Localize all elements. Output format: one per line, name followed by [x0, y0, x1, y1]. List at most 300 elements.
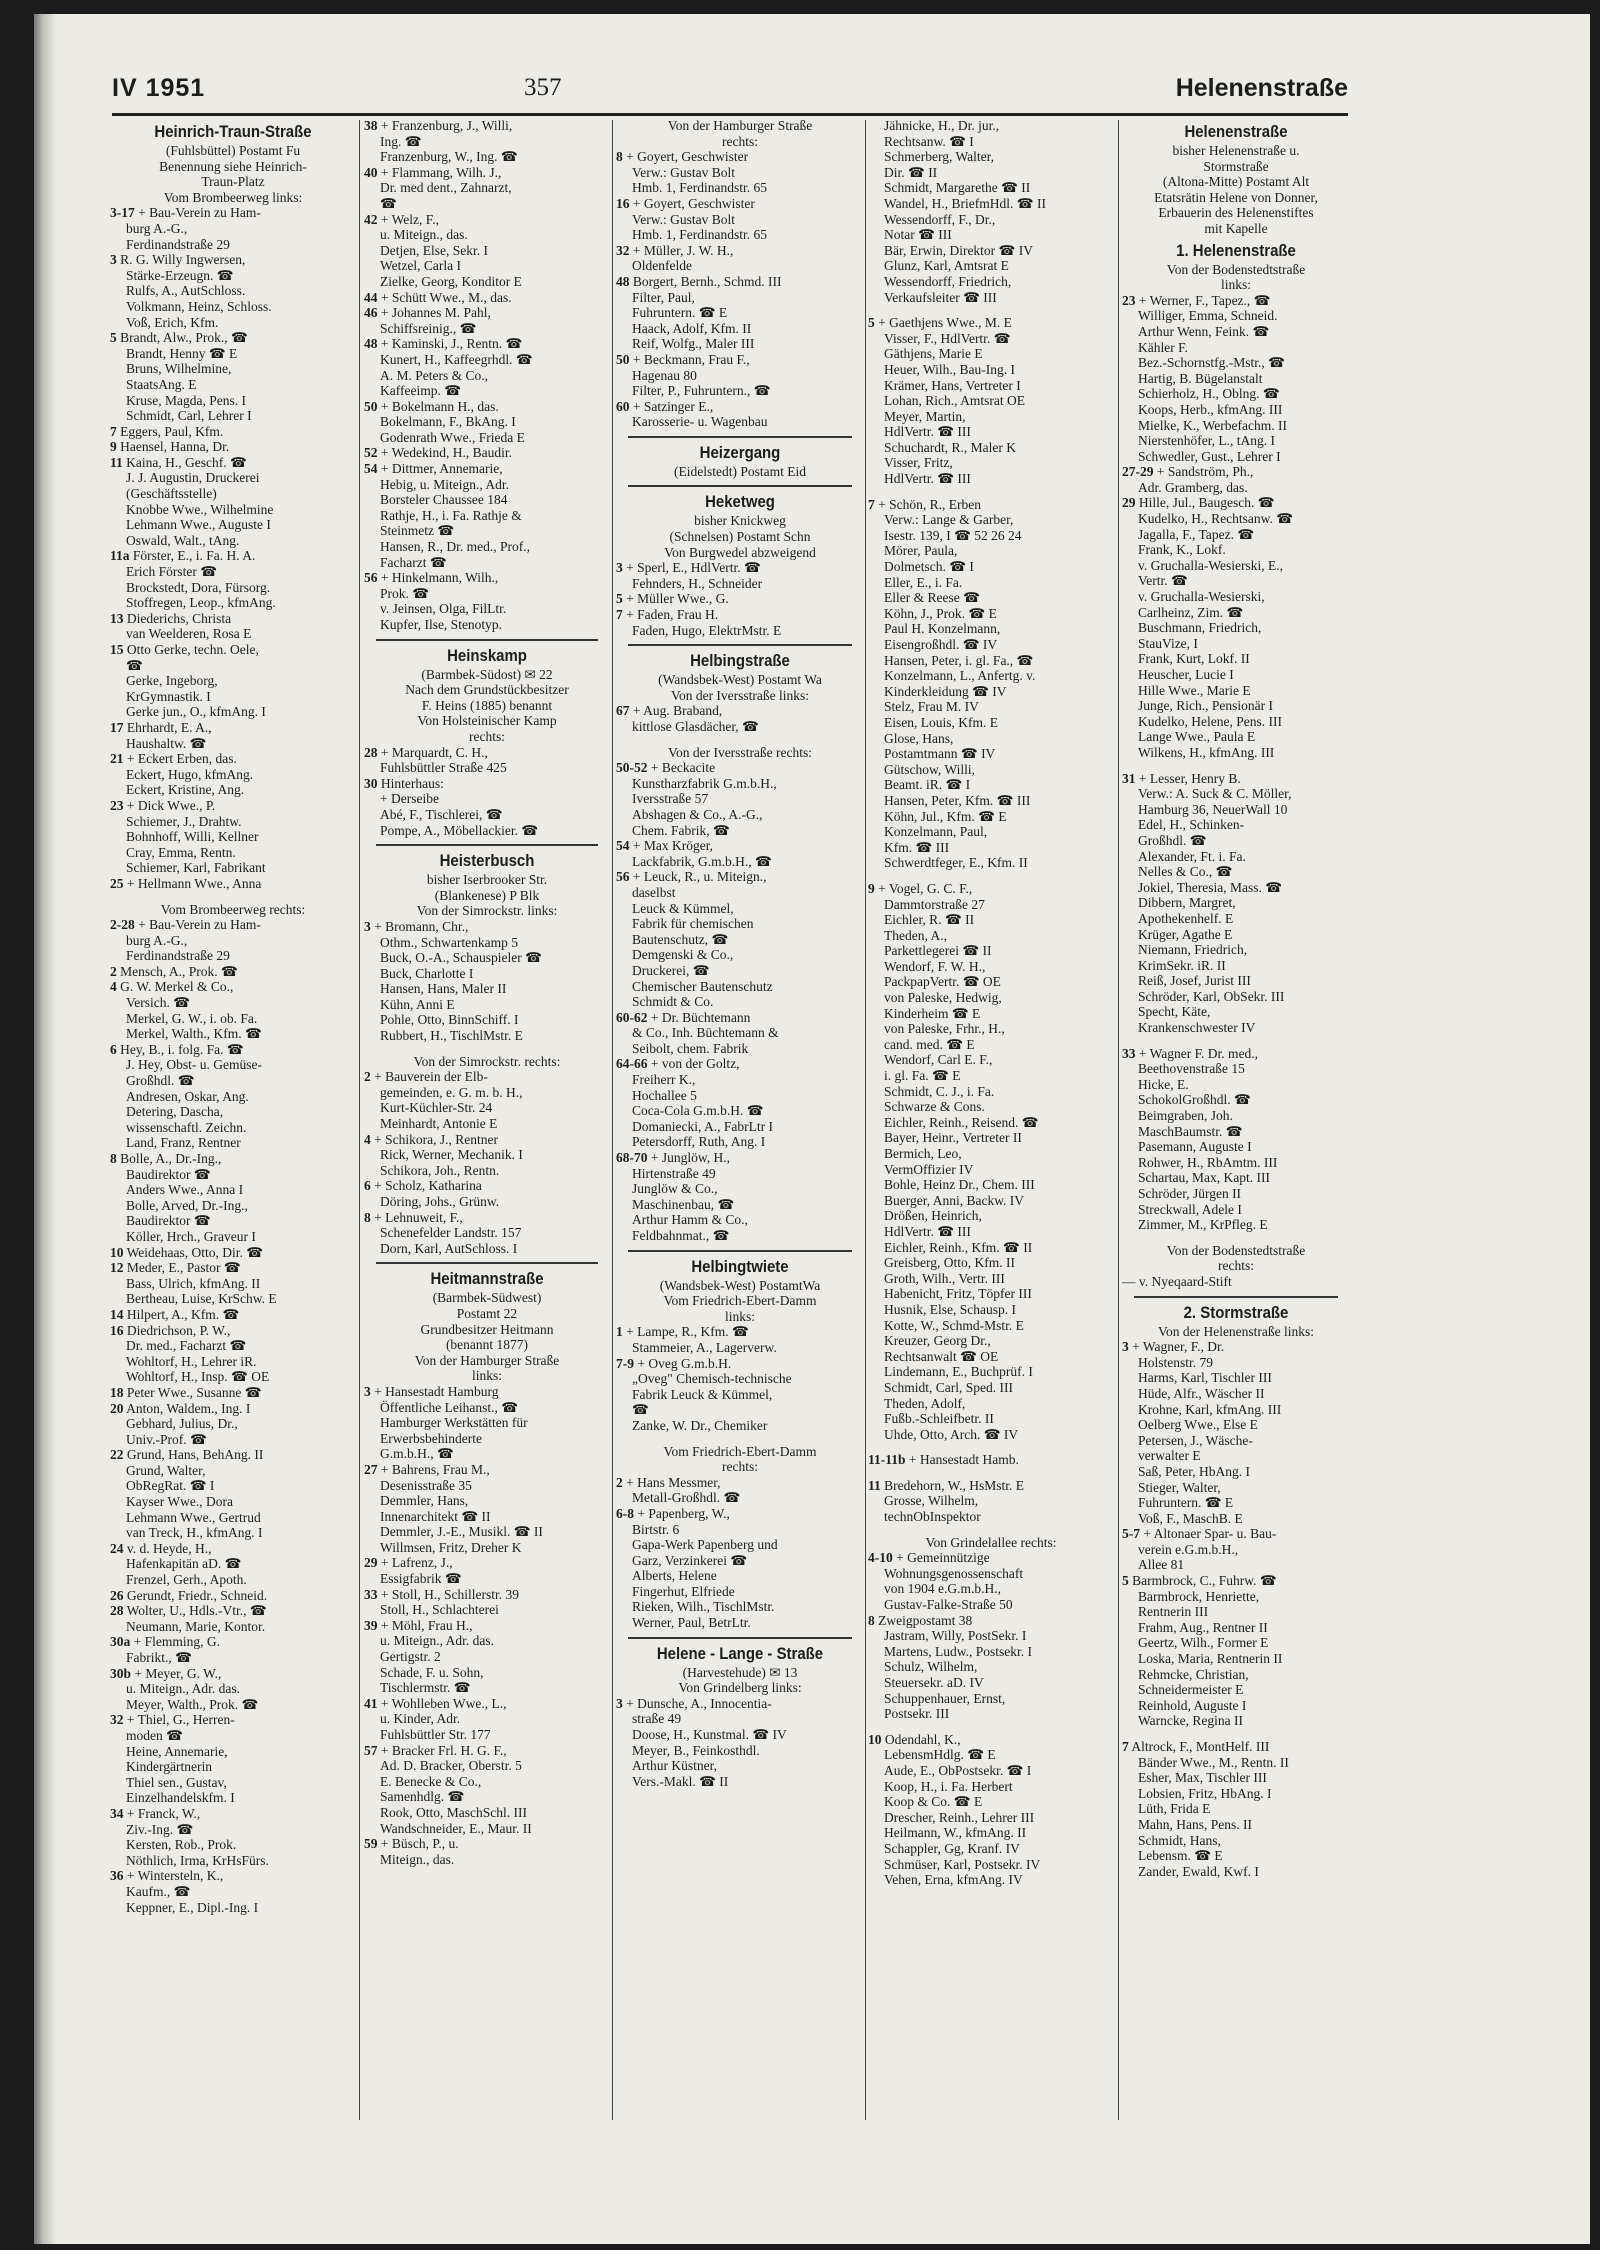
resident-entry: Frank, K., Lokf. [1138, 542, 1226, 558]
resident-entry: Schwedler, Gust., Lehrer I [1138, 448, 1281, 464]
resident-entry: Erwerbsbehinderte [380, 1430, 482, 1446]
resident-entry: Drescher, Reinh., Lehrer III [884, 1809, 1035, 1825]
resident-entry: Junge, Rich., Pensionär I [1138, 698, 1273, 714]
house-number: 4-10 [868, 1550, 893, 1566]
house-number: 3 [110, 252, 117, 268]
resident-entry: u. Miteign., das. [380, 227, 468, 243]
resident-entry: Hamburger Werkstätten für [380, 1415, 528, 1431]
resident-entry: Köhn, J., Prok. ☎ E [884, 605, 997, 621]
house-number: 3 [616, 560, 623, 576]
street-note: Benennung siehe Heinrich- [159, 158, 307, 174]
resident-entry: Dolmetsch. ☎ I [884, 559, 974, 575]
street-note: (Altona-Mitte) Postamt Alt [1162, 174, 1310, 190]
street-note: Grundbesitzer Heitmann [420, 1321, 554, 1337]
resident-entry: „Oveg" Chemisch-technische [632, 1371, 792, 1387]
column-3 [616, 118, 864, 2138]
spacer [868, 487, 1114, 497]
house-number: 28 [364, 744, 378, 760]
house-entry: 25 + Hellmann Wwe., Anna [110, 875, 262, 891]
street-note: Von der Iversstraße rechts: [667, 744, 813, 760]
resident-entry: Merkel, G. W., i. ob. Fa. [126, 1010, 258, 1026]
resident-entry: Faden, Hugo, ElektrMstr. E [632, 622, 782, 638]
street-note: (Fuhlsbüttel) Postamt Fu [165, 143, 301, 158]
resident-entry: Tischlermstr. ☎ [380, 1680, 471, 1696]
street-note: bisher Knickweg [694, 513, 786, 529]
resident-entry: Frahm, Aug., Rentner II [1138, 1619, 1268, 1635]
resident-entry: Versich. ☎ [126, 995, 191, 1011]
house-entry: 28 + Marquardt, C. H., [364, 744, 488, 760]
house-entry: 8 Bolle, A., Dr.-Ing., [110, 1151, 222, 1166]
house-number: 6-8 [616, 1505, 634, 1521]
resident-entry: ☎ [126, 657, 143, 673]
house-number: 11 [868, 1477, 881, 1493]
resident-entry: Kfm. ☎ III [884, 839, 950, 855]
house-entry: 7 Altrock, F., MontHelf. III [1122, 1739, 1270, 1754]
resident-entry: Husnik, Else, Schausp. I [884, 1301, 1016, 1317]
resident-entry: Eichler, R. ☎ II [884, 912, 975, 928]
house-number: 50 [364, 398, 378, 414]
resident-entry: Notar ☎ III [884, 227, 952, 243]
resident-entry: Apothekenhelf. E [1138, 910, 1234, 926]
resident-entry: Schierholz, H., Oblng. ☎ [1138, 386, 1280, 402]
resident-entry: Carlheinz, Zim. ☎ [1138, 604, 1244, 620]
house-number: 30b [110, 1665, 132, 1681]
resident-entry: Fabrik für chemischen [632, 916, 754, 932]
resident-entry: Hamburg 36, NeuerWall 10 [1138, 801, 1288, 817]
street-note: Von der Simrockstr. rechts: [413, 1053, 561, 1069]
house-entry: 11-11b + Hansestadt Hamb. [868, 1452, 1019, 1468]
resident-entry: Lindemann, E., Buchprüf. I [884, 1364, 1033, 1380]
resident-entry: Grosse, Wilhelm, [884, 1493, 979, 1509]
resident-entry: HdlVertr. ☎ III [884, 424, 971, 440]
resident-entry: verein e.G.m.b.H., [1138, 1541, 1239, 1557]
house-number: 22 [110, 1447, 124, 1463]
house-entry: — v. Nyeqaard-Stift [1122, 1273, 1232, 1289]
house-entry: 4 + Schikora, J., Rentner [364, 1131, 498, 1147]
resident-entry: u. Kinder, Adr. [380, 1711, 461, 1727]
house-number: 2 [110, 963, 117, 979]
header-rule [112, 113, 1348, 116]
resident-entry: Glose, Hans, [884, 730, 954, 746]
resident-entry: Koop & Co. ☎ E [884, 1794, 983, 1810]
resident-entry: van Weelderen, Rosa E [126, 626, 252, 642]
house-entry: 2 + Hans Messmer, [616, 1474, 721, 1490]
resident-entry: Rubbert, H., TischlMstr. E [380, 1028, 523, 1044]
resident-entry: Zanke, W. Dr., Chemiker [632, 1417, 768, 1433]
resident-entry: Öffentliche Leihanst., ☎ [380, 1399, 519, 1415]
house-entry: 3 + Sperl, E., HdlVertr. ☎ [616, 560, 761, 576]
resident-entry: burg A.-G., [126, 220, 188, 236]
house-entry: 30a + Flemming, G. [110, 1634, 220, 1650]
street-note: F. Heins (1885) benannt [421, 697, 553, 713]
house-number: 30 [364, 775, 378, 791]
spacer [868, 871, 1114, 881]
resident-entry: Schröder, Jürgen II [1138, 1186, 1242, 1201]
resident-entry: & Co., Inh. Büchtemann & [632, 1025, 779, 1041]
resident-entry: Kersten, Rob., Prok. [126, 1837, 237, 1853]
resident-entry: Coca-Cola G.m.b.H. ☎ [632, 1103, 764, 1119]
resident-entry: u. Miteign., Adr. das. [380, 1633, 494, 1649]
resident-entry: Hmb. 1, Ferdinandstr. 65 [632, 180, 767, 196]
house-entry: 29 + Lafrenz, J., [364, 1555, 453, 1571]
resident-entry: Schiffsreinig., ☎ [380, 320, 477, 336]
resident-entry: Karosserie- u. Wagenbau [632, 414, 768, 430]
house-entry: 68-70 + Junglöw, H., [616, 1150, 730, 1166]
street-note: Etatsrätin Helene von Donner, [1154, 189, 1318, 205]
resident-entry: Reinhold, Auguste I [1138, 1697, 1247, 1713]
house-entry: 30 Hinterhaus: [364, 775, 444, 791]
section-rule [628, 1637, 852, 1639]
resident-entry: Rehmcke, Christian, [1138, 1666, 1249, 1682]
house-number: 5 [616, 591, 623, 607]
resident-entry: Koops, Herb., kfmAng. III [1138, 401, 1283, 417]
street-heading: Helenenstraße [1184, 122, 1288, 141]
resident-entry: Jastram, Willy, PostSekr. I [884, 1628, 1027, 1644]
resident-entry: Bohnhoff, Willi, Kellner [126, 829, 259, 845]
resident-entry: Willmsen, Fritz, Dreher K [380, 1539, 522, 1555]
street-note: mit Kapelle [1204, 220, 1268, 236]
house-number: 40 [364, 164, 378, 180]
street-note: (Barmbek-Südwest) [432, 1290, 542, 1306]
house-entry: 21 + Eckert Erben, das. [110, 751, 237, 767]
resident-entry: E. Benecke & Co., [380, 1773, 482, 1789]
house-number: 8 [616, 149, 623, 165]
street-heading: Heinskamp [447, 645, 527, 665]
resident-entry: Haack, Adolf, Kfm. II [632, 320, 752, 336]
street-note: Von Burgwedel abzweigend [664, 544, 816, 560]
resident-entry: Desenisstraße 35 [380, 1477, 472, 1493]
street-note: links: [471, 1368, 502, 1384]
resident-entry: von 1904 e.G.m.b.H., [884, 1581, 1001, 1597]
resident-entry: Hafenkapitän aD. ☎ [126, 1556, 242, 1572]
section-rule [1134, 1296, 1338, 1298]
house-number: 8 [364, 1209, 371, 1225]
resident-entry: Othm., Schwartenkamp 5 [380, 934, 518, 950]
street-note: (benannt 1877) [445, 1337, 529, 1353]
house-entry: 38 + Franzenburg, J., Willi, [364, 118, 513, 133]
resident-entry: Beethovenstraße 15 [1138, 1061, 1245, 1077]
resident-entry: Saß, Peter, HbAng. I [1138, 1463, 1250, 1479]
resident-entry: von Paleske, Frhr., H., [884, 1021, 1005, 1037]
resident-entry: Verw.: Lange & Garber, [884, 512, 1014, 528]
resident-entry: Schenefelder Landstr. 157 [380, 1225, 522, 1241]
resident-entry: Frenzel, Gerh., Apoth. [126, 1572, 247, 1588]
house-entry: 39 + Möhl, Frau H., [364, 1617, 473, 1633]
house-number: 5 [868, 315, 875, 331]
house-entry: 11a Förster, E., i. Fa. H. A. [110, 548, 256, 564]
house-entry: 32 + Müller, J. W. H., [616, 242, 734, 258]
street-note: Von Grindelberg links: [678, 1680, 802, 1696]
resident-entry: Land, Franz, Rentner [126, 1135, 241, 1151]
resident-entry: Pompe, A., Möbellackier. ☎ [380, 822, 539, 838]
resident-entry: Fuhlsbüttler Str. 177 [380, 1727, 491, 1742]
resident-entry: Hansen, Peter, Kfm. ☎ III [884, 792, 1031, 808]
resident-entry: Bautenschutz, ☎ [632, 931, 729, 947]
header-street: Helenenstraße [1175, 74, 1348, 102]
house-number: 33 [1122, 1045, 1136, 1061]
house-number: 67 [616, 703, 630, 719]
house-entry: 3 + Wagner, F., Dr. [1122, 1339, 1225, 1355]
street-note: (Eidelstedt) Postamt Eid [674, 463, 806, 479]
section-rule [628, 485, 852, 487]
resident-entry: Schulz, Wilhelm, [884, 1659, 978, 1675]
resident-entry: Steuersekr. aD. IV [884, 1675, 984, 1690]
house-entry: 59 + Büsch, P., u. [364, 1836, 459, 1852]
resident-entry: v. Gruchalla-Wesierski, E., [1138, 557, 1283, 573]
house-number: 29 [364, 1555, 378, 1571]
resident-entry: Specht, Käte, [1138, 1004, 1211, 1020]
house-entry: 5-7 + Altonaer Spar- u. Bau- [1122, 1526, 1277, 1542]
resident-entry: Schappler, Gg, Kranf. IV [884, 1840, 1020, 1856]
house-number: 34 [110, 1805, 124, 1821]
resident-entry: Theden, Adolf, [884, 1395, 966, 1411]
house-entry: 8 Zweigpostamt 38 [868, 1612, 973, 1628]
resident-entry: Essigfabrik ☎ [380, 1571, 462, 1587]
resident-entry: Konzelmann, Paul, [884, 824, 988, 840]
house-number: 27 [364, 1461, 378, 1477]
resident-entry: Allee 81 [1138, 1557, 1185, 1573]
resident-entry: Erich Förster ☎ [126, 564, 218, 580]
house-entry: 5 + Müller Wwe., G. [616, 591, 729, 607]
resident-entry: Ad. D. Bracker, Oberstr. 5 [380, 1758, 522, 1774]
house-entry: 9 Haensel, Hanna, Dr. [110, 439, 230, 455]
house-number: 50-52 [616, 760, 648, 776]
resident-entry: Jagalla, F., Tapez. ☎ [1138, 526, 1255, 542]
resident-entry: Heuscher, Lucie I [1138, 667, 1234, 682]
house-number: 15 [110, 642, 124, 657]
resident-entry: Lüth, Frida E [1138, 1801, 1211, 1817]
resident-entry: Hmb. 1, Ferdinandstr. 65 [632, 227, 767, 243]
resident-entry: straße 49 [632, 1711, 682, 1727]
resident-entry: Freiherr K., [632, 1072, 696, 1088]
section-rule [628, 1250, 852, 1252]
resident-entry: Kinderheim ☎ E [884, 1005, 981, 1021]
resident-entry: Dr. med dent., Zahnarzt, [380, 180, 512, 196]
resident-entry: Eichler, Reinh., Kfm. ☎ II [884, 1239, 1033, 1255]
resident-entry: Verw.: Gustav Bolt [632, 211, 735, 227]
resident-entry: Bayer, Heinr., Vertreter II [884, 1130, 1022, 1146]
house-number: 28 [110, 1603, 124, 1619]
resident-entry: Bolle, Arved, Dr.-Ing., [126, 1197, 248, 1213]
house-entry: 7 + Schön, R., Erben [868, 496, 981, 512]
resident-entry: Kupfer, Ilse, Stenotyp. [380, 617, 503, 632]
resident-entry: cand. med. ☎ E [884, 1036, 975, 1052]
house-number: 6 [364, 1178, 371, 1194]
resident-entry: Kayser Wwe., Dora [126, 1494, 233, 1510]
resident-entry: Demgenski & Co., [632, 947, 734, 963]
column-divider [865, 120, 866, 2120]
header-year: IV 1951 [112, 74, 206, 102]
house-entry: 16 + Goyert, Geschwister [616, 195, 755, 211]
resident-entry: Hagenau 80 [632, 367, 697, 383]
house-entry: 5 Barmbrock, C., Fuhrw. ☎ [1122, 1573, 1277, 1589]
resident-entry: Mahn, Hans, Pens. II [1138, 1816, 1252, 1832]
house-number: 4 [110, 979, 117, 995]
house-entry: 31 + Lesser, Henry B. [1122, 770, 1241, 786]
house-entry: 16 Diedrichson, P. W., [110, 1322, 231, 1338]
resident-entry: Mielke, K., Werbefachm. II [1138, 417, 1287, 433]
resident-entry: Fehnders, H., Schneider [632, 575, 763, 591]
resident-entry: Verkaufsleiter ☎ III [884, 289, 997, 305]
resident-entry: Rieken, Wilh., TischlMstr. [632, 1599, 775, 1615]
resident-entry: Reiß, Josef, Jurist III [1138, 973, 1251, 989]
street-heading: Helbingstraße [690, 651, 790, 671]
resident-entry: Miteign., das. [380, 1851, 455, 1867]
house-number: 7 [110, 423, 117, 439]
resident-entry: Kühn, Anni E [380, 996, 455, 1012]
resident-entry: Buck, O.-A., Schauspieler ☎ [380, 950, 542, 966]
spacer [1122, 1233, 1350, 1243]
house-entry: 13 Diederichs, Christa [110, 610, 232, 626]
resident-entry: Facharzt ☎ [380, 554, 447, 570]
resident-entry: PackpapVertr. ☎ OE [884, 974, 1001, 990]
resident-entry: Habenicht, Fritz, Töpfer III [884, 1286, 1032, 1302]
house-number: 5 [110, 330, 117, 346]
house-number: 2 [616, 1474, 623, 1490]
house-number: 59 [364, 1836, 378, 1852]
house-number: 32 [616, 242, 630, 258]
resident-entry: Maschinenbau, ☎ [632, 1196, 735, 1212]
house-number: 12 [110, 1260, 124, 1276]
resident-entry: Bass, Ulrich, kfmAng. II [126, 1275, 261, 1291]
house-entry: 3 R. G. Willy Ingwersen, [110, 252, 246, 268]
resident-entry: Haushaltw. ☎ [126, 735, 207, 751]
resident-entry: Heilmann, W., kfmAng. II [884, 1825, 1027, 1841]
house-number: 1 [616, 1324, 623, 1340]
house-number: 8 [110, 1151, 117, 1166]
resident-entry: Dr. med., Facharzt ☎ [126, 1338, 247, 1354]
resident-entry: Beamt. iR. ☎ I [884, 777, 971, 793]
house-number: 5-7 [1122, 1526, 1140, 1542]
resident-entry: Godenrath Wwe., Frieda E [380, 429, 525, 445]
spacer [868, 1442, 1114, 1452]
house-entry: 50 + Beckmann, Frau F., [616, 351, 750, 367]
house-entry: 2-28 + Bau-Verein zu Ham- [110, 917, 261, 933]
resident-entry: Bermich, Leo, [884, 1146, 962, 1161]
house-number: 13 [110, 610, 124, 626]
resident-entry: Iversstraße 57 [632, 791, 709, 807]
resident-entry: Lohan, Rich., Amtsrat OE [884, 393, 1025, 409]
resident-entry: verwalter E [1138, 1448, 1201, 1464]
resident-entry: SchokolGroßhdl. ☎ [1138, 1092, 1251, 1108]
resident-entry: Uhde, Otto, Arch. ☎ IV [884, 1426, 1019, 1442]
resident-entry: Dibbern, Margret, [1138, 895, 1236, 911]
resident-entry: Werner, Paul, BetrLtr. [632, 1615, 751, 1631]
resident-entry: Stoffregen, Leop., kfmAng. [126, 595, 276, 611]
resident-entry: Adr. Gramberg, das. [1138, 479, 1248, 495]
resident-entry: Streckwall, Adele I [1138, 1201, 1242, 1217]
resident-entry: Arthur Wenn, Feink. ☎ [1138, 323, 1270, 339]
resident-entry: Demmler, Hans, [380, 1493, 469, 1509]
column-divider [1118, 120, 1119, 2120]
street-note: Von der Iversstraße links: [670, 687, 810, 703]
spacer [364, 1044, 610, 1054]
resident-entry: u. Miteign., Adr. das. [126, 1681, 240, 1697]
resident-entry: Fabrik Leuck & Kümmel, [632, 1386, 773, 1402]
resident-entry: Gerke, Ingeborg, [126, 673, 218, 689]
street-note: Postamt 22 [456, 1305, 518, 1321]
house-entry: 60-62 + Dr. Büchtemann [616, 1009, 751, 1025]
street-note: links: [724, 1308, 755, 1324]
house-number: 41 [364, 1695, 378, 1711]
house-entry: 7 Eggers, Paul, Kfm. [110, 423, 224, 439]
house-entry: 67 + Aug. Braband, [616, 703, 723, 719]
resident-entry: VermOffizier IV [884, 1161, 974, 1177]
house-entry: 26 Gerundt, Friedr., Schneid. [110, 1587, 268, 1603]
street-note: Vom Brombeerweg links: [163, 189, 303, 205]
house-number: 44 [364, 289, 378, 305]
resident-entry: Hansen, R., Dr. med., Prof., [380, 539, 530, 555]
house-number: 9 [868, 880, 875, 896]
resident-entry: Schneidermeister E [1138, 1682, 1244, 1698]
resident-entry: Schikora, Joh., Rentn. [380, 1162, 500, 1178]
resident-entry: Einzelhandelskfm. I [126, 1790, 235, 1806]
resident-entry: Geertz, Wilh., Former E [1138, 1635, 1269, 1651]
house-number: 25 [110, 875, 124, 891]
page-header [112, 74, 1348, 114]
resident-entry: Baudirektor ☎ [126, 1213, 211, 1229]
house-number: 6 [110, 1041, 117, 1057]
resident-entry: Niemann, Friedrich, [1138, 942, 1248, 958]
street-note: rechts: [469, 728, 505, 744]
resident-entry: Stieger, Walter, [1138, 1479, 1221, 1495]
resident-entry: Borsteler Chaussee 184 [380, 492, 508, 508]
house-entry: 23 + Dick Wwe., P. [110, 797, 216, 813]
resident-entry: Brandt, Henny ☎ E [126, 345, 238, 361]
column-4 [868, 118, 1114, 2138]
resident-entry: Metall-Großhdl. ☎ [632, 1490, 741, 1506]
resident-entry: Konzelmann, L., Anfertg. v. [884, 668, 1036, 684]
resident-entry: Eckert, Kristine, Ang. [126, 782, 245, 798]
house-number: 4 [364, 1131, 371, 1147]
resident-entry: Kaufm., ☎ [126, 1883, 191, 1899]
street-note: Von der Simrockstr. links: [416, 903, 558, 919]
spacer [110, 892, 356, 902]
resident-entry: ☎ [380, 195, 397, 211]
resident-entry: Oelberg Wwe., Else E [1138, 1417, 1258, 1433]
house-entry: 41 + Wohlleben Wwe., L., [364, 1695, 507, 1711]
resident-entry: Detering, Dascha, [126, 1104, 224, 1120]
resident-entry: Hansen, Peter, i. gl. Fa., ☎ [884, 652, 1034, 668]
house-entry: 56 + Leuck, R., u. Miteign., [616, 869, 767, 885]
resident-entry: Wendorf, Carl E. F., [884, 1052, 993, 1068]
house-entry: 40 + Flammang, Wilh. J., [364, 164, 502, 180]
resident-entry: Postsekr. III [884, 1706, 950, 1722]
resident-entry: Kunstharzfabrik G.m.b.H., [632, 775, 777, 791]
resident-entry: Schade, F. u. Sohn, [380, 1664, 484, 1680]
resident-entry: Andresen, Oskar, Ang. [126, 1088, 249, 1104]
house-number: 54 [616, 838, 630, 854]
resident-entry: Wohltorf, H., Insp. ☎ OE [126, 1369, 270, 1385]
street-note: Vom Friedrich-Ebert-Damm [663, 1293, 817, 1309]
resident-entry: A. M. Peters & Co., [380, 367, 488, 383]
house-number: 23 [110, 797, 124, 813]
resident-entry: Junglöw & Co., [632, 1181, 718, 1197]
house-number: 11a [110, 548, 130, 564]
resident-entry: Meyer, B., Feinkosthdl. [632, 1742, 760, 1758]
resident-entry: Schmerberg, Walter, [884, 149, 994, 165]
resident-entry: Chemischer Bautenschutz [632, 978, 773, 994]
resident-entry: Zielke, Georg, Konditor E [380, 273, 522, 289]
resident-entry: Kinderkleidung ☎ IV [884, 683, 1007, 699]
resident-entry: Wohltorf, H., Lehrer iR. [126, 1353, 257, 1369]
house-number: 27-29 [1122, 464, 1154, 480]
house-entry: 42 + Welz, F., [364, 211, 439, 227]
house-entry: 24 v. d. Heyde, H., [110, 1540, 212, 1556]
resident-entry: Rick, Werner, Mechanik. I [380, 1147, 523, 1163]
house-entry: 29 Hille, Jul., Baugesch. ☎ [1122, 495, 1275, 511]
resident-entry: Bär, Erwin, Direktor ☎ IV [884, 242, 1033, 258]
